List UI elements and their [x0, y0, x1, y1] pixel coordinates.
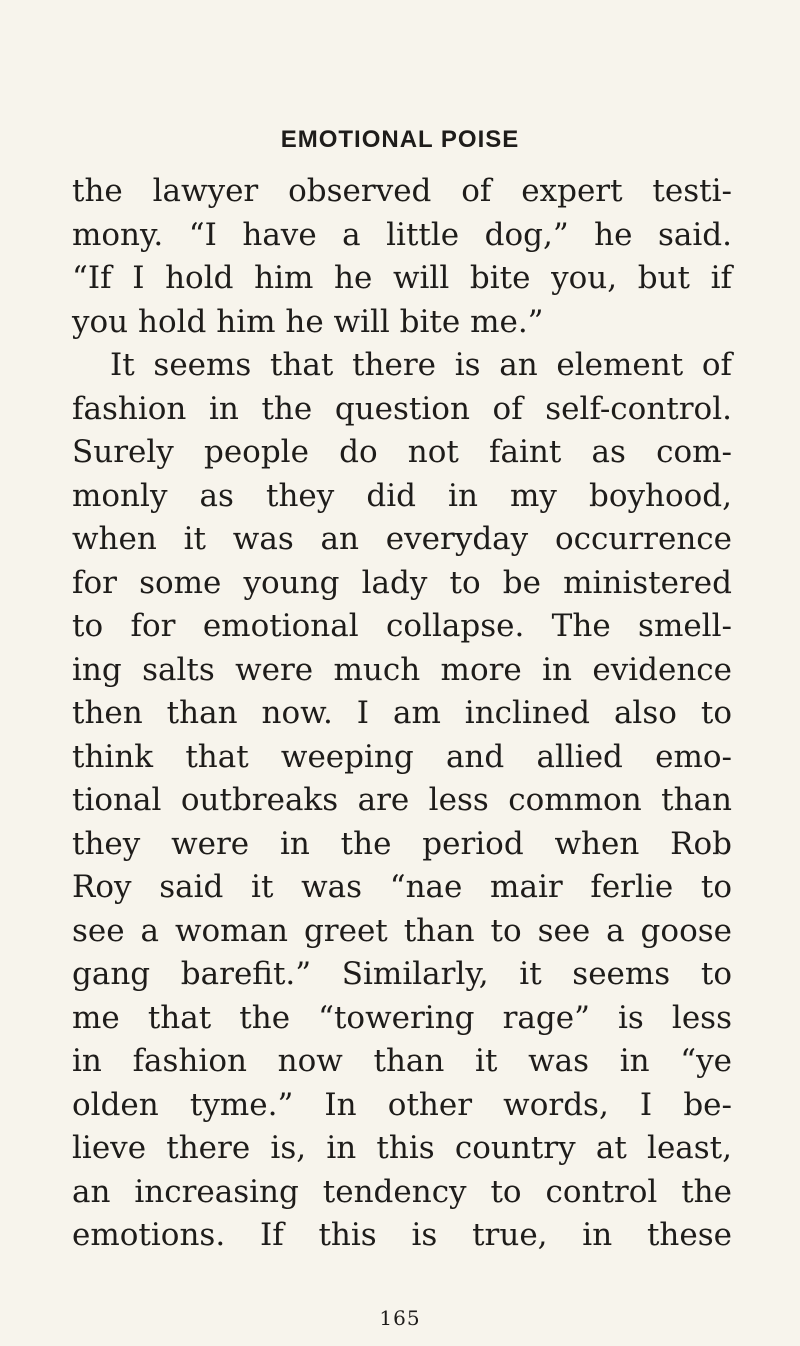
text-line: to for emotional collapse. The smell- [72, 608, 732, 644]
text-line: for some young lady to be ministered [72, 564, 732, 601]
text-line: me that the “towering rage” is less [72, 999, 732, 1036]
text-line: Surely people do not faint as com- [72, 434, 732, 470]
text-line: monly as they did in my boyhood, [72, 477, 732, 514]
text-line: lieve there is, in this country at least, [72, 1130, 732, 1166]
text-line: they were in the period when Rob [72, 825, 732, 862]
page-number: 165 [379, 1306, 421, 1330]
text-line: when it was an everyday occurrence [72, 521, 732, 557]
text-line: an increasing tendency to control the [72, 1173, 732, 1210]
text-line: you hold him he will bite me.” [72, 303, 544, 340]
text-line: mony. “I have a little dog,” he said. [72, 216, 732, 253]
text-line: think that weeping and allied emo- [72, 738, 732, 775]
text-line: emotions. If this is true, in these [72, 1217, 732, 1253]
running-head: EMOTIONAL POISE [280, 126, 520, 153]
text-line: the lawyer observed of expert testi- [72, 173, 732, 209]
text-line: in fashion now than it was in “ye [72, 1043, 732, 1079]
text-line: then than now. I am inclined also to [72, 695, 732, 731]
text-line: fashion in the question of self-control. [72, 390, 732, 427]
body-text [72, 170, 732, 1258]
text-line: tional outbreaks are less common than [72, 782, 732, 818]
text-line: ing salts were much more in evidence [72, 651, 732, 688]
text-line: “If I hold him he will bite you, but if [72, 260, 732, 296]
text-line: It seems that there is an element of [110, 347, 732, 383]
text-line: Roy said it was “nae mair ferlie to [72, 869, 732, 905]
text-line: see a woman greet than to see a goose [72, 912, 732, 949]
text-line: gang barefit.” Similarly, it seems to [72, 956, 732, 992]
text-line: olden tyme.” In other words, I be- [72, 1086, 732, 1123]
